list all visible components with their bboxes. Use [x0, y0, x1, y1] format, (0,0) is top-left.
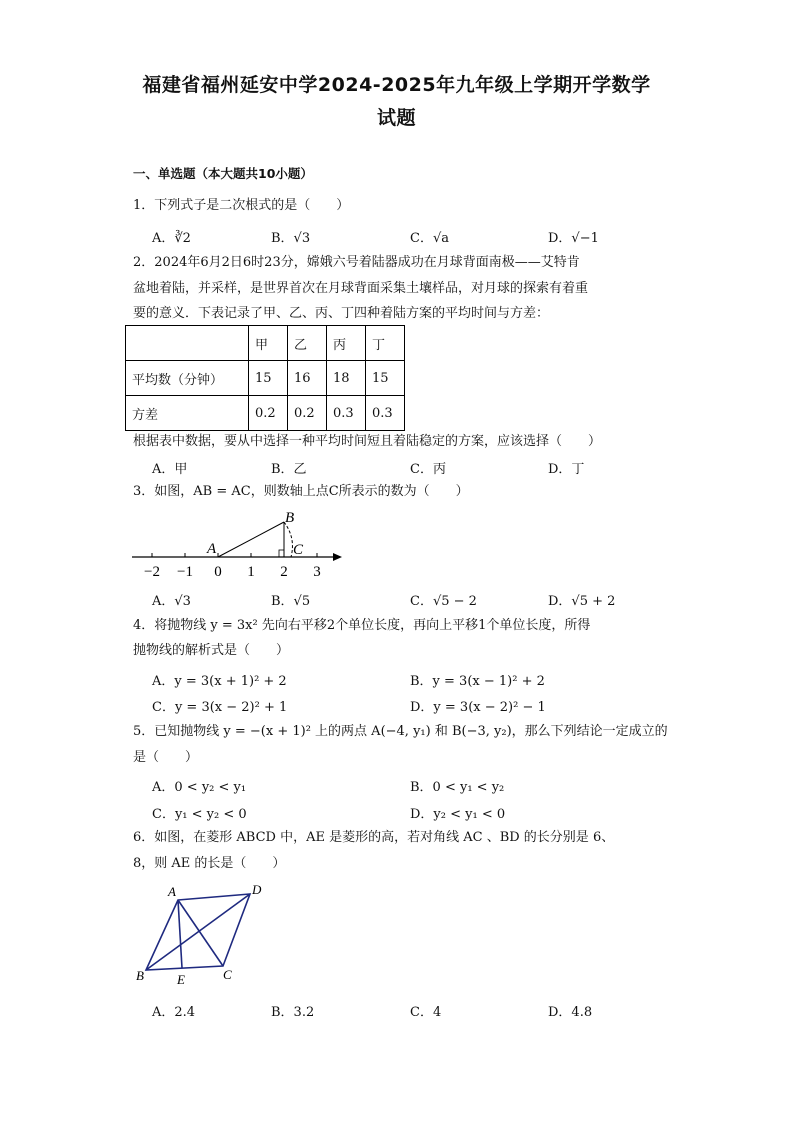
table-row	[126, 396, 405, 431]
q5-option-a: A．0 < y₂ < y₁	[152, 780, 247, 795]
q2-option-d: D．丁	[548, 462, 585, 477]
label-C: C	[293, 542, 304, 558]
label-B: B	[136, 968, 144, 983]
q3-option-d: D．√5 + 2	[548, 594, 616, 609]
q6-line1: 6．如图，在菱形 ABCD 中，AE 是菱形的高，若对角线 AC 、BD 的长分别是 6、	[133, 830, 615, 845]
landing-plan-table	[125, 325, 405, 431]
q2-after-table: 根据表中数据，要从中选择一种平均时间短且着陆稳定的方案，应该选择（ ）	[133, 434, 602, 449]
label-E: E	[177, 972, 185, 987]
q4-option-d: D．y = 3(x − 2)² − 1	[410, 700, 546, 715]
q3-option-a: A．√3	[152, 594, 191, 609]
q3-option-b: B．√5	[271, 594, 311, 609]
table-cell: 16	[288, 361, 327, 396]
table-cell: 0.2	[249, 396, 288, 431]
table-header-cell: 丙	[327, 326, 366, 361]
q2-line1: 2．2024年6月2日6时23分，嫦娥六号着陆器成功在月球背面南极——艾特肯	[133, 255, 580, 270]
exam-title-line2: 试题	[376, 107, 416, 129]
table-cell: 15	[249, 361, 288, 396]
q4-option-c: C．y = 3(x − 2)² + 1	[152, 700, 288, 715]
table-cell: 方差	[126, 396, 249, 431]
table-header-cell	[126, 326, 249, 361]
q5-option-d: D．y₂ < y₁ < 0	[410, 807, 506, 822]
label-A: A	[168, 884, 176, 899]
table-cell: 0.2	[288, 396, 327, 431]
q5-line2: 是（ ）	[133, 750, 199, 765]
q6-option-a: A．2.4	[152, 1005, 196, 1020]
exam-title-line1: 福建省福州延安中学2024-2025年九年级上学期开学数学	[142, 74, 651, 96]
table-header-cell: 丁	[366, 326, 405, 361]
q1-stem: 1．下列式子是二次根式的是（ ）	[133, 198, 350, 213]
table-row	[126, 361, 405, 396]
q2-option-c: C．丙	[410, 462, 446, 477]
tick-label: 1	[247, 564, 255, 580]
tick-label: 2	[280, 564, 288, 580]
table-header-cell: 甲	[249, 326, 288, 361]
q1-option-c: C．√a	[410, 231, 449, 246]
table-cell: 平均数（分钟）	[126, 361, 249, 396]
q1-option-a: A．∛2	[152, 231, 191, 246]
q6-line2: 8，则 AE 的长是（ ）	[133, 856, 286, 871]
q4-option-b: B．y = 3(x − 1)² + 2	[410, 674, 545, 689]
table-header-row	[126, 326, 405, 361]
table-cell: 15	[366, 361, 405, 396]
q5-option-b: B．0 < y₁ < y₂	[410, 780, 505, 795]
q1-option-b: B．√3	[271, 231, 311, 246]
tick-label: −1	[177, 564, 193, 580]
q1-option-d: D．√−1	[548, 231, 599, 246]
q3-option-c: C．√5 − 2	[410, 594, 477, 609]
label-A: A	[207, 541, 217, 557]
q2-line2: 盆地着陆，并采样，是世界首次在月球背面采集土壤样品，对月球的探索有着重	[133, 281, 589, 296]
q6-option-c: C．4	[410, 1005, 442, 1020]
tick-label: −2	[144, 564, 160, 580]
q3-stem: 3．如图，AB = AC，则数轴上点C所表示的数为（ ）	[133, 484, 469, 499]
table-cell: 0.3	[366, 396, 405, 431]
q6-option-b: B．3.2	[271, 1005, 315, 1020]
q5-line1: 5．已知抛物线 y = −(x + 1)² 上的两点 A(−4, y₁) 和 B(−3, y₂)，那么下列结论一定成立的	[133, 724, 668, 739]
q2-line3: 要的意义．下表记录了甲、乙、丙、丁四种着陆方案的平均时间与方差：	[133, 306, 550, 321]
rhombus-figure	[132, 880, 272, 990]
q2-option-b: B．乙	[271, 462, 307, 477]
q4-line1: 4．将抛物线 y = 3x² 先向右平移2个单位长度，再向上平移1个单位长度，所得	[133, 618, 591, 633]
table-header-cell: 乙	[288, 326, 327, 361]
q6-option-d: D．4.8	[548, 1005, 593, 1020]
tick-label: 3	[313, 564, 321, 580]
q2-option-a: A．甲	[152, 462, 188, 477]
q4-option-a: A．y = 3(x + 1)² + 2	[152, 674, 287, 689]
label-B: B	[285, 510, 295, 526]
q4-line2: 抛物线的解析式是（ ）	[133, 643, 290, 658]
label-C: C	[223, 967, 232, 982]
label-D: D	[252, 882, 262, 897]
table-cell: 0.3	[327, 396, 366, 431]
tick-label: 0	[214, 564, 222, 580]
number-line-figure	[130, 506, 350, 580]
q5-option-c: C．y₁ < y₂ < 0	[152, 807, 247, 822]
table-cell: 18	[327, 361, 366, 396]
section-heading: 一、单选题（本大题共10小题）	[133, 166, 313, 181]
